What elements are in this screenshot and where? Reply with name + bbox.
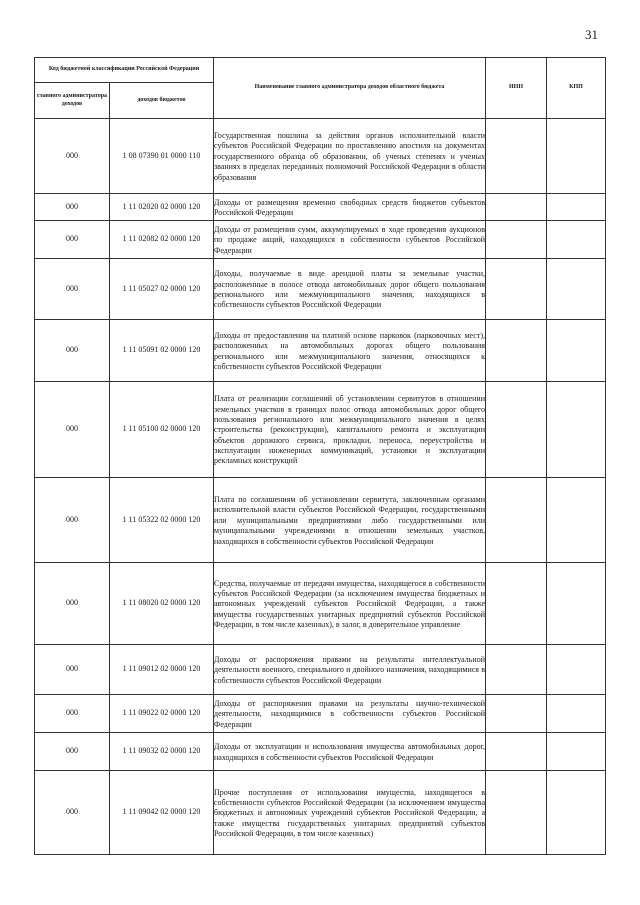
admin-code-cell: 000 (35, 733, 110, 771)
income-code-cell: 1 11 05091 02 0000 120 (110, 320, 214, 382)
kpp-cell (547, 563, 606, 645)
admin-code-cell: 000 (35, 194, 110, 221)
income-code-cell: 1 11 09042 02 0000 120 (110, 771, 214, 855)
header-income-code: доходов бюджетов (110, 83, 214, 119)
income-name-cell (214, 645, 486, 695)
table-row (35, 221, 606, 259)
inn-cell (486, 563, 547, 645)
header-classification-code: Код бюджетной классификации Российской Федерации (35, 58, 214, 83)
header-admin-name: Наименование главного администратора доходов областного бюджета (214, 58, 486, 119)
inn-cell (486, 194, 547, 221)
table-row (35, 645, 606, 695)
inn-cell (486, 733, 547, 771)
header-admin-code: главного администратора доходов (35, 83, 110, 119)
inn-cell (486, 320, 547, 382)
income-code-cell: 1 11 09032 02 0000 120 (110, 733, 214, 771)
income-code-cell: 1 11 05100 02 0000 120 (110, 382, 214, 478)
kpp-cell (547, 119, 606, 194)
admin-code-cell: 000 (35, 320, 110, 382)
income-name-text: Доходы от распоряжения правами на результаты научно-технической деятельности, находящимися в собственности субъектов Российской Федерации (214, 698, 485, 729)
admin-code-cell: 000 (35, 645, 110, 695)
table-row (35, 382, 606, 478)
income-name-text: Средства, получаемые от передачи имущества, находящегося в собственности субъектов Российской Федерации (за исключением имущества бюджетных и автономных учреждений субъектов Российской Федерации, а также имущества государственных унитарных предприятий субъектов Российской Федерации, в том числе казенных), в залог, в доверительное управление (214, 578, 485, 630)
admin-code-cell: 000 (35, 259, 110, 320)
table-row (35, 259, 606, 320)
inn-cell (486, 119, 547, 194)
inn-cell (486, 382, 547, 478)
page-number: 31 (585, 27, 598, 42)
income-code-cell: 1 11 08020 02 0000 120 (110, 563, 214, 645)
income-name-cell (214, 695, 486, 733)
income-name-cell (214, 382, 486, 478)
kpp-cell (547, 771, 606, 855)
income-name-text: Доходы от предоставления на платной основе парковок (парковочных мест), расположенных на автомобильных дорогах общего пользования регионального или межмуниципального значения, относящихся к собственности субъектов Российской Федерации (214, 330, 485, 371)
income-code-cell: 1 11 09012 02 0000 120 (110, 645, 214, 695)
income-name-text: Доходы от размещения сумм, аккумулируемых в ходе проведения аукционов по продаже акций, находящихся в собственности субъектов Российской Федерации (214, 224, 485, 255)
kpp-cell (547, 645, 606, 695)
table-row (35, 695, 606, 733)
table-row (35, 119, 606, 194)
kpp-cell (547, 194, 606, 221)
admin-code-cell: 000 (35, 119, 110, 194)
income-name-text: Государственная пошлина за действия органов исполнительной власти субъектов Российской Федерации по проставлению апостиля на документах государственного образца об образовании, об ученых степенях и ученых званиях в пределах переданных полномочий Российской Федерации в области образования (214, 131, 485, 182)
kpp-cell (547, 259, 606, 320)
kpp-cell (547, 320, 606, 382)
income-name-text: Плата по соглашениям об установлении сервитута, заключенным органами исполнительной власти субъектов Российской Федерации, государственными или муниципальными предприятиями либо государственными или муниципальными учреждениями в отношении земельных участков, находящихся в собственности субъектов Российской Федерации (214, 495, 485, 546)
income-name-text: Прочие поступления от использования имущества, находящегося в собственности субъектов Российской Федерации (за исключением имущества бюджетных и автономных учреждений субъектов Российской Федерации, а также имущества государственных унитарных предприятий субъектов Российской Федерации, в том числе казенных) (214, 787, 485, 839)
kpp-cell (547, 695, 606, 733)
income-code-cell: 1 11 02082 02 0000 120 (110, 221, 214, 259)
kpp-cell (547, 382, 606, 478)
admin-code-cell: 000 (35, 695, 110, 733)
inn-cell (486, 695, 547, 733)
table-row (35, 771, 606, 855)
income-code-cell: 1 11 05322 02 0000 120 (110, 478, 214, 563)
income-name-text: Доходы от распоряжения правами на результаты интеллектуальной деятельности военного, специального и двойного назначения, находящимися в собственности субъектов Российской Федерации (214, 654, 485, 685)
admin-code-cell: 000 (35, 382, 110, 478)
income-name-text: Доходы от эксплуатации и использования имущества автомобильных дорог, находящихся в собственности субъектов Российской Федерации (214, 742, 485, 762)
table-row (35, 194, 606, 221)
income-name-cell (214, 563, 486, 645)
income-code-cell: 1 11 09022 02 0000 120 (110, 695, 214, 733)
budget-classification-table (34, 57, 606, 855)
income-name-text: Плата от реализации соглашений об установлении сервитутов в отношении земельных участков в границах полос отвода автомобильных дорог общего пользования регионального или межмуниципального значения в целях строительства (реконструкции), капитального ремонта и эксплуатации объектов дорожного сервиса, прокладки, переноса, переустройства и эксплуатации инженерных коммуникаций, установки и эксплуатации рекламных конструкций (214, 394, 485, 466)
table-row (35, 563, 606, 645)
inn-cell (486, 221, 547, 259)
header-inn: ИНН (486, 58, 547, 119)
income-code-cell: 1 08 07390 01 0000 110 (110, 119, 214, 194)
income-name-text: Доходы, получаемые в виде арендной платы за земельные участки, расположенные в полосе отвода автомобильных дорог общего пользования регионального или межмуниципального значения, находящихся в собственности субъектов Российской Федерации (214, 269, 485, 310)
kpp-cell (547, 478, 606, 563)
admin-code-cell: 000 (35, 771, 110, 855)
income-name-cell (214, 119, 486, 194)
income-name-cell (214, 478, 486, 563)
income-name-cell (214, 194, 486, 221)
table-row (35, 478, 606, 563)
income-name-cell (214, 259, 486, 320)
kpp-cell (547, 733, 606, 771)
table-row (35, 733, 606, 771)
inn-cell (486, 478, 547, 563)
income-name-cell (214, 221, 486, 259)
admin-code-cell: 000 (35, 563, 110, 645)
inn-cell (486, 645, 547, 695)
income-code-cell: 1 11 02020 02 0000 120 (110, 194, 214, 221)
income-name-text: Доходы от размещения временно свободных средств бюджетов субъектов Российской Федерации (214, 197, 485, 217)
income-name-cell (214, 771, 486, 855)
inn-cell (486, 259, 547, 320)
kpp-cell (547, 221, 606, 259)
admin-code-cell: 000 (35, 478, 110, 563)
income-name-cell (214, 733, 486, 771)
income-code-cell: 1 11 05027 02 0000 120 (110, 259, 214, 320)
table-row (35, 320, 606, 382)
income-name-cell (214, 320, 486, 382)
admin-code-cell: 000 (35, 221, 110, 259)
header-kpp: КПП (547, 58, 606, 119)
inn-cell (486, 771, 547, 855)
